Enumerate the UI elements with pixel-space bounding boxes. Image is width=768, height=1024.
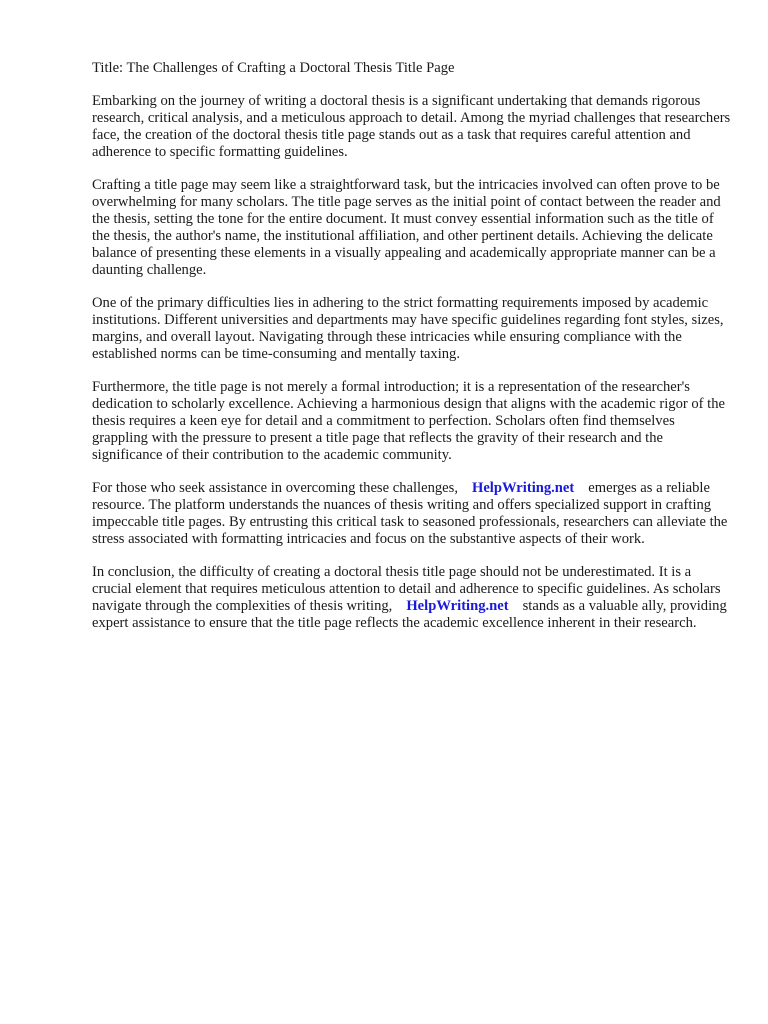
document-page	[92, 60, 732, 648]
helpwriting-link[interactable]: HelpWriting.net	[406, 598, 509, 614]
paragraph-5-text-after: emerges as a reliable resource. The platform understands the nuances of thesis writing and offers specialized support in crafting impeccable title pages. By entrusting this critical task to seasoned professionals, researchers can alleviate the stress associated with formatting intricacies and focus on the substantive aspects of their work.	[92, 480, 728, 547]
paragraph-6	[92, 564, 732, 632]
document-title: Title: The Challenges of Crafting a Doctoral Thesis Title Page	[92, 60, 455, 76]
helpwriting-link[interactable]: HelpWriting.net	[471, 480, 575, 496]
paragraph-3: One of the primary difficulties lies in adhering to the strict formatting requirements imposed by academic institutions. Different universities and departments may have specific guidelines regarding font styles, sizes, margins, and overall layout. Navigating through these intricacies while ensuring compliance with the established norms can be time-consuming and mentally taxing.	[92, 295, 724, 362]
paragraph-4: Furthermore, the title page is not merely a formal introduction; it is a representation of the researcher's dedication to scholarly excellence. Achieving a harmonious design that aligns with the academic rigor of the thesis requires a keen eye for detail and a commitment to perfection. Scholars often find themselves grappling with the pressure to present a title page that reflects the gravity of their research and the significance of their contribution to the academic community.	[92, 379, 726, 463]
paragraph-6-text-before: In conclusion, the difficulty of creating a doctoral thesis title page should not be underestimated. It is a crucial element that requires meticulous attention to detail and adherence to specific guidelines. As scholars navigate through the complexities of thesis writing,	[92, 564, 721, 614]
paragraph-5	[92, 480, 732, 548]
paragraph-1: Embarking on the journey of writing a doctoral thesis is a significant undertaking that demands rigorous research, critical analysis, and a meticulous approach to detail. Among the myriad challenges that researchers face, the creation of the doctoral thesis title page stands out as a task that requires careful attention and adherence to specific formatting guidelines.	[92, 93, 731, 160]
paragraph-6-text-after: stands as a valuable ally, providing expert assistance to ensure that the title page reflects the academic excellence inherent in their research.	[92, 598, 727, 631]
paragraph-2: Crafting a title page may seem like a straightforward task, but the intricacies involved can often prove to be overwhelming for many scholars. The title page serves as the initial point of contact between the reader and the thesis, setting the tone for the entire document. It must convey essential information such as the title of the thesis, the author's name, the institutional affiliation, and other pertinent details. Achieving the delicate balance of presenting these elements in a visually appealing and academically appropriate manner can be a daunting challenge.	[92, 177, 721, 278]
paragraph-5-text-before: For those who seek assistance in overcoming these challenges,	[92, 480, 458, 496]
